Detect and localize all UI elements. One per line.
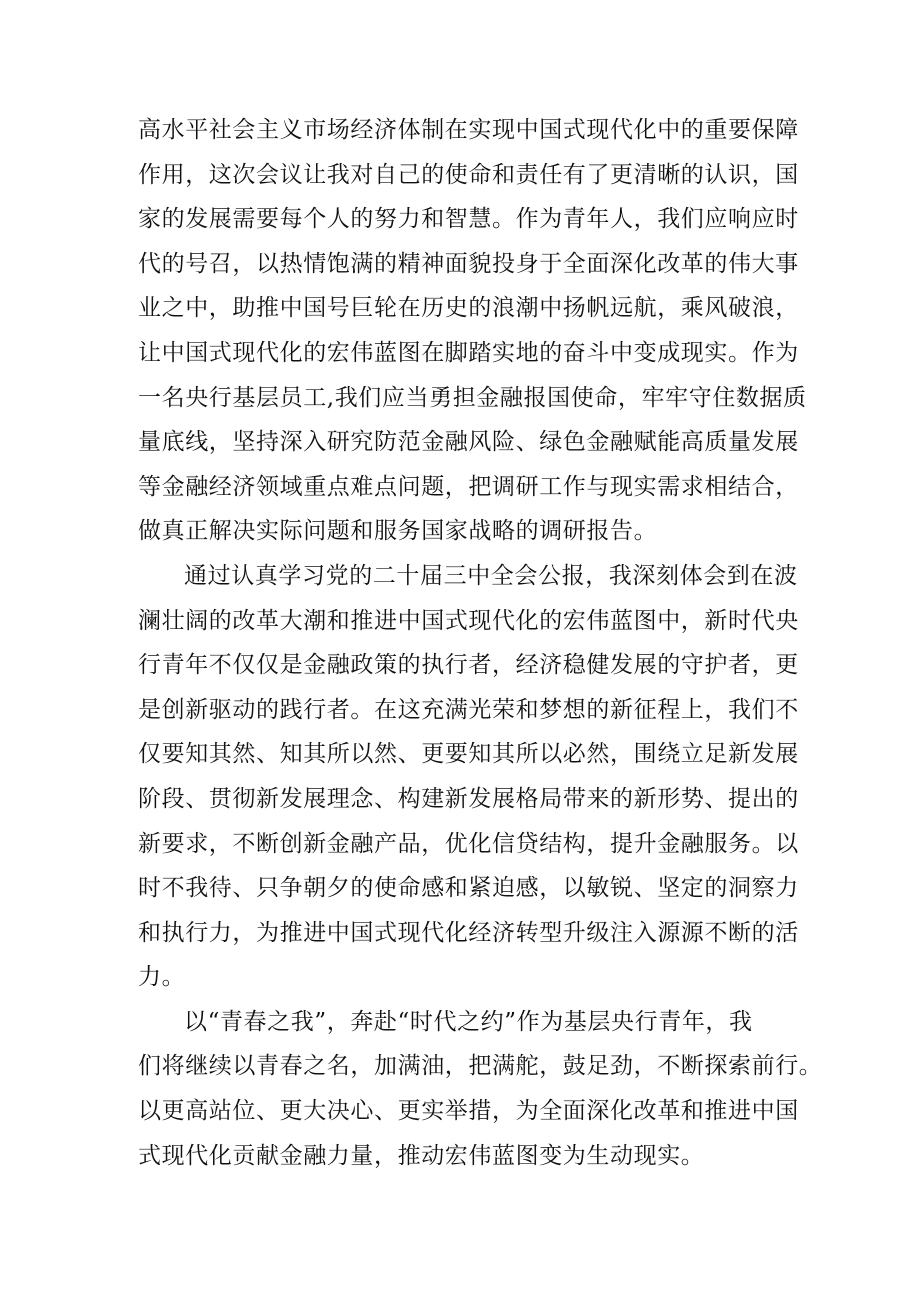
document-body (138, 108, 823, 1178)
text-line: 等金融经济领域重点难点问题，把调研工作与现实需求相结合， (138, 473, 799, 500)
text-line: 代的号召，以热情饱满的精神面貌投身于全面深化改革的伟大事 (138, 250, 799, 277)
text-line: 时不我待、只争朝夕的使命感和紧迫感，以敏锐、坚定的洞察力 (138, 875, 799, 902)
text-line: 是创新驱动的践行者。在这充满光荣和梦想的新征程上，我们不 (138, 696, 799, 723)
paragraph-2 (138, 554, 798, 1000)
text-line: 通过认真学习党的二十届三中全会公报，我深刻体会到在波 (184, 562, 798, 589)
text-line: 行青年不仅仅是金融政策的执行者，经济稳健发展的守护者，更 (138, 652, 799, 679)
text-line: 仅要知其然、知其所以然、更要知其所以必然，围绕立足新发展 (138, 741, 799, 768)
text-line: 式现代化贡献金融力量，推动宏伟蓝图变为生动现实。 (138, 1142, 705, 1169)
text-line: 阶段、贯彻新发展理念、构建新发展格局带来的新形势、提出的 (138, 785, 799, 812)
text-line: 高水平社会主义市场经济体制在实现中国式现代化中的重要保障 (138, 117, 799, 143)
text-line: 作用，这次会议让我对自己的使命和责任有了更清晰的认识，国 (138, 161, 799, 188)
text-line: 们将继续以青春之名，加满油，把满舵，鼓足劲，不断探索前行。 (138, 1053, 823, 1080)
text-line: 力。 (138, 964, 186, 991)
paragraph-3 (138, 1000, 823, 1178)
text-line: 以更高站位、更大决心、更实举措，为全面深化改革和推进中国 (138, 1098, 799, 1125)
text-line: 一名央行基层员工,我们应当勇担金融报国使命，牢牢守住数据质 (138, 384, 807, 411)
text-line: 量底线，坚持深入研究防范金融风险、绿色金融赋能高质量发展 (138, 429, 799, 456)
paragraph-1 (138, 108, 807, 554)
text-line: 澜壮阔的改革大潮和推进中国式现代化的宏伟蓝图中，新时代央 (138, 607, 799, 634)
text-line: 家的发展需要每个人的努力和智慧。作为青年人，我们应响应时 (138, 206, 799, 233)
text-line: 新要求，不断创新金融产品，优化信贷结构，提升金融服务。以 (138, 830, 799, 857)
text-line: 业之中，助推中国号巨轮在历史的浪潮中扬帆远航，乘风破浪， (138, 295, 799, 322)
text-line: 以“青春之我”，奔赴“时代之约”作为基层央行青年，我 (184, 1008, 753, 1035)
text-line: 和执行力，为推进中国式现代化经济转型升级注入源源不断的活 (138, 919, 799, 946)
text-line: 让中国式现代化的宏伟蓝图在脚踏实地的奋斗中变成现实。作为 (138, 339, 799, 366)
text-line: 做真正解决实际问题和服务国家战略的调研报告。 (138, 518, 658, 545)
